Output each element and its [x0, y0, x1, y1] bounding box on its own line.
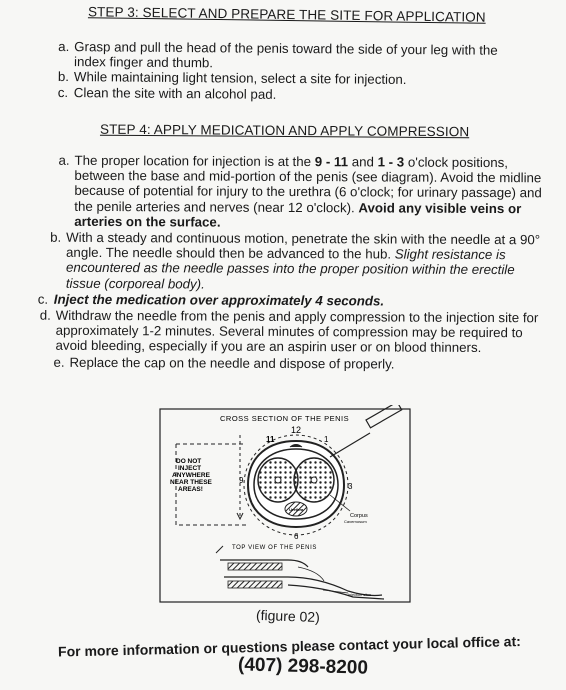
clock-11-label: 11 [266, 435, 275, 444]
warning-line-5: AREAS! [178, 486, 203, 493]
injection-zone-upper [228, 563, 282, 570]
clock-6-label: 6 [294, 532, 299, 541]
step3-marker-b: b. [57, 69, 70, 85]
step4-text-c: Inject the medication over approximately 4 seconds. [53, 291, 385, 309]
step4-item-e [53, 354, 541, 372]
step4-item-a [58, 153, 542, 232]
step3-item-a [58, 39, 528, 74]
left-artery [275, 477, 281, 483]
top-view-arrow [216, 546, 223, 553]
step4-a-warning: Avoid any visible veins or arteries on the surface. [74, 199, 522, 230]
top-view-label: TOP VIEW OF THE PENIS [232, 545, 317, 551]
urethra-label: Urethra [289, 507, 304, 512]
step3-text-b: While maintaining light tension, select a site for injection. [73, 69, 407, 88]
step3-item-c [58, 85, 528, 104]
clock-9-label: 9 [239, 476, 244, 485]
contact-text: For more information or questions please contact your local office at: [57, 633, 521, 660]
step4-b-part1: With a steady and continuous motion, penetrate the skin with the needle at a 90° angle. The needle should then be advanced to the hub. [66, 229, 541, 262]
step4-a-part3: o'clock positions, between the base and mid-portion of the penis (see diagram). Avoid the midline because of potential for injury to the urethra (6 o'clock; for urinary passage) and the penile arteries and nerves (near 12 o'clock). [74, 154, 542, 215]
corpus-label-2: Cavernosum [344, 519, 367, 524]
step4-item-c [38, 291, 542, 309]
step3-text-a: Grasp and pull the head of the penis toward the side of your leg with the index finger and thumb. [74, 39, 498, 71]
injection-zone-lower [228, 581, 282, 588]
figure-title: CROSS SECTION OF THE PENIS [220, 414, 350, 423]
step4-item-b [50, 230, 542, 293]
injection-sites-label: Injection sites [348, 593, 372, 597]
step3-list [58, 39, 529, 104]
step4-heading: STEP 4: APPLY MEDICATION AND APPLY COMPRESSION [99, 121, 470, 140]
right-artery [311, 477, 317, 483]
contact-phone: (407) 298-8200 [237, 654, 369, 679]
step4-marker-d: d. [39, 307, 51, 323]
step4-marker-e: e. [53, 354, 65, 370]
warning-line-1: DO NOT [176, 458, 202, 465]
step4-list [37, 152, 542, 373]
step4-b-italic: Slight resistance is encountered as the needle passes into the proper position within the erectile tissue (corporeal body). [65, 246, 515, 292]
figure-caption: (figure 02) [255, 606, 321, 626]
step4-a-part2: and [347, 154, 378, 170]
needle [330, 433, 370, 457]
step4-a-clock-left: 9 - 11 [314, 154, 349, 170]
step3-heading: STEP 3: SELECT AND PREPARE THE SITE FOR APPLICATION [87, 4, 486, 25]
clock-1-label: 1 [324, 435, 329, 444]
step4-marker-c: c. [37, 291, 49, 307]
cross-section-figure [148, 405, 418, 620]
warning-line-4: NEAR THESE [170, 479, 212, 486]
step3-marker-c: c. [57, 84, 69, 100]
step4-marker-b: b. [50, 229, 62, 245]
step3-marker-a: a. [58, 38, 70, 55]
step4-text-e: Replace the cap on the needle and dispose of properly. [69, 354, 395, 372]
step4-text-b [66, 230, 542, 293]
step3-text-c: Clean the site with an alcohol pad. [73, 84, 277, 102]
step4-text-d: Withdraw the needle from the penis and apply compression to the injection site for approximately 1-2 minutes. Several minutes of compression may be required to avoid bleeding, especially if you are an aspirin user or on blood thinners. [55, 307, 539, 356]
step4-a-part1: The proper location for injection is at the [74, 152, 315, 170]
step4-a-clock-right: 1 - 3 [377, 154, 405, 170]
corpus-label-1: Corpus [350, 513, 368, 519]
step4-item-d [40, 308, 542, 356]
step4-marker-a: a. [58, 152, 70, 168]
penis-diagram [148, 405, 418, 620]
clock-12-label: 12 [291, 425, 302, 435]
warning-line-3: ANYWHERE [172, 472, 210, 479]
clock-3-label: 3 [348, 482, 353, 491]
step4-text-a [74, 153, 542, 231]
warning-line-2: INJECT [178, 465, 202, 472]
